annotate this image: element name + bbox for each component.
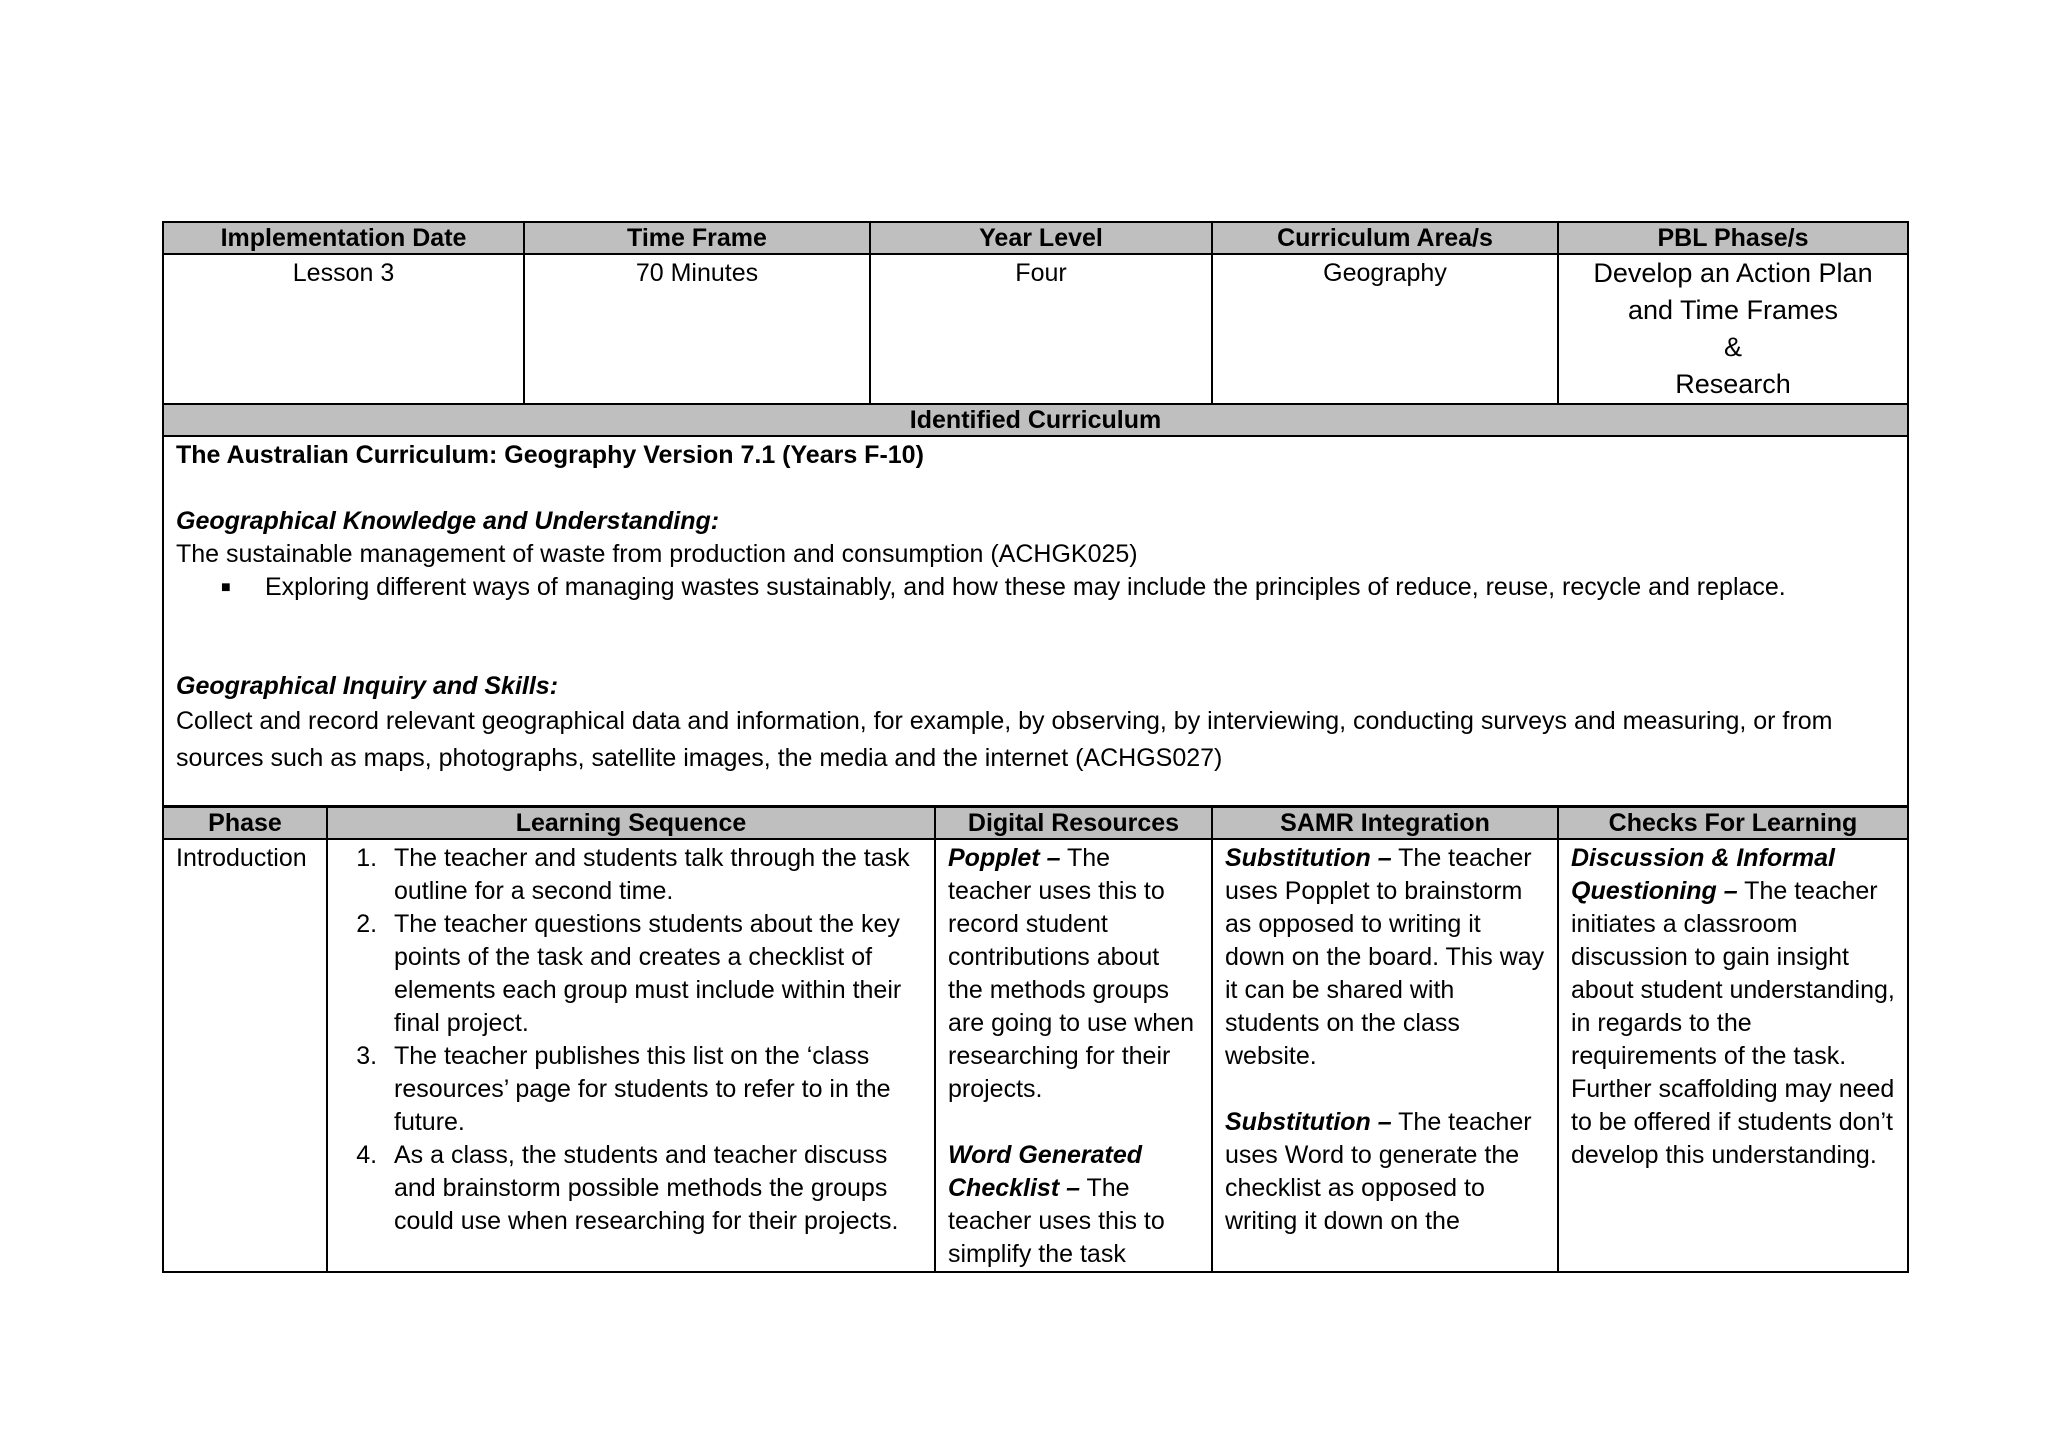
identified-curriculum-body-row bbox=[163, 436, 1908, 806]
learning-step: 4. As a class, the students and teacher discuss and brainstorm possible methods the groups could use when researching for their projects. bbox=[384, 1139, 922, 1238]
samr-text: The teacher uses Word to generate the checklist as opposed to writing it down on the bbox=[1225, 1108, 1532, 1235]
samr-label: Substitution – bbox=[1225, 844, 1392, 872]
phase-cell: Introduction bbox=[163, 839, 327, 1272]
learning-step: 3. The teacher publishes this list on the ‘class resources’ page for students to refer to in the future. bbox=[384, 1040, 922, 1139]
resource-text: The teacher uses this to record student contributions about the methods groups are going to use when researching for their projects. bbox=[948, 844, 1195, 1103]
pbl-line: Research bbox=[1675, 369, 1791, 399]
value-year-level: Four bbox=[870, 254, 1212, 404]
sequence-header-row bbox=[163, 807, 1908, 839]
digital-resources-cell bbox=[935, 839, 1212, 1272]
resource-text: The teacher uses this to simplify the task bbox=[948, 1174, 1165, 1268]
header-checks-for-learning: Checks For Learning bbox=[1558, 807, 1908, 839]
resource-word-checklist bbox=[948, 1139, 1199, 1271]
header-pbl-phases: PBL Phase/s bbox=[1558, 222, 1908, 254]
skills-text: Collect and record relevant geographical data and information, for example, by observing, by interviewing, conducting surveys and measuring, or from sources such as maps, photographs, satellite images, the media and the internet (ACHGS027) bbox=[176, 707, 1833, 772]
value-implementation-date: Lesson 3 bbox=[163, 254, 524, 404]
identified-curriculum-body bbox=[163, 436, 1908, 806]
identified-curriculum-header-row bbox=[163, 404, 1908, 436]
info-header-row bbox=[163, 222, 1908, 254]
samr-text: The teacher uses Popplet to brainstorm as opposed to writing it down on the board. This way it can be shared with students on the class website. bbox=[1225, 844, 1545, 1070]
header-time-frame: Time Frame bbox=[524, 222, 870, 254]
learning-sequence-table bbox=[162, 806, 1909, 1273]
learning-step: 2. The teacher questions students about the key points of the task and creates a checklist of elements each group must include within their final project. bbox=[384, 908, 922, 1040]
value-pbl-phases bbox=[1558, 254, 1908, 404]
pbl-line: & bbox=[1723, 332, 1742, 362]
header-phase: Phase bbox=[163, 807, 327, 839]
samr-label: Substitution – bbox=[1225, 1108, 1392, 1136]
value-curriculum-areas: Geography bbox=[1212, 254, 1558, 404]
header-learning-sequence: Learning Sequence bbox=[327, 807, 935, 839]
samr-integration-cell bbox=[1212, 839, 1558, 1272]
header-samr-integration: SAMR Integration bbox=[1212, 807, 1558, 839]
sequence-row-introduction bbox=[163, 839, 1908, 1272]
value-time-frame: 70 Minutes bbox=[524, 254, 870, 404]
info-value-row bbox=[163, 254, 1908, 404]
knowledge-bullet-text: Exploring different ways of managing wastes sustainably, and how these may include the principles of reduce, reuse, recycle and replace. bbox=[265, 573, 1786, 601]
knowledge-text: The sustainable management of waste from production and consumption (ACHGK025) bbox=[176, 540, 1138, 568]
lesson-info-table bbox=[162, 221, 1909, 807]
samr-item-word bbox=[1225, 1106, 1545, 1238]
learning-steps-list bbox=[340, 842, 922, 1238]
checks-item bbox=[1571, 842, 1895, 1172]
header-implementation-date: Implementation Date bbox=[163, 222, 524, 254]
resource-label: Word Generated Checklist – bbox=[948, 1141, 1143, 1202]
header-year-level: Year Level bbox=[870, 222, 1212, 254]
learning-step: 1. The teacher and students talk through the task outline for a second time. bbox=[384, 842, 922, 908]
header-digital-resources: Digital Resources bbox=[935, 807, 1212, 839]
identified-curriculum-header: Identified Curriculum bbox=[163, 404, 1908, 436]
checks-for-learning-cell bbox=[1558, 839, 1908, 1272]
checks-label: Discussion & Informal Questioning – bbox=[1571, 844, 1835, 905]
resource-popplet bbox=[948, 842, 1199, 1106]
knowledge-bullet-item bbox=[176, 571, 1895, 604]
checks-text: The teacher initiates a classroom discussion to gain insight about student understanding, in regards to the requirements of the task. Further scaffolding may need to be offered if students don’t develop this understanding. bbox=[1571, 877, 1895, 1169]
header-curriculum-areas: Curriculum Area/s bbox=[1212, 222, 1558, 254]
resource-label: Popplet – bbox=[948, 844, 1061, 872]
pbl-line: Develop an Action Plan bbox=[1593, 258, 1873, 288]
skills-heading: Geographical Inquiry and Skills: bbox=[176, 672, 559, 700]
pbl-line: and Time Frames bbox=[1627, 295, 1839, 325]
learning-sequence-cell bbox=[327, 839, 935, 1272]
curriculum-title: The Australian Curriculum: Geography Version 7.1 (Years F-10) bbox=[176, 441, 924, 469]
samr-item-popplet bbox=[1225, 842, 1545, 1073]
square-bullet-icon: ■ bbox=[221, 579, 231, 596]
knowledge-heading: Geographical Knowledge and Understanding: bbox=[176, 507, 720, 535]
